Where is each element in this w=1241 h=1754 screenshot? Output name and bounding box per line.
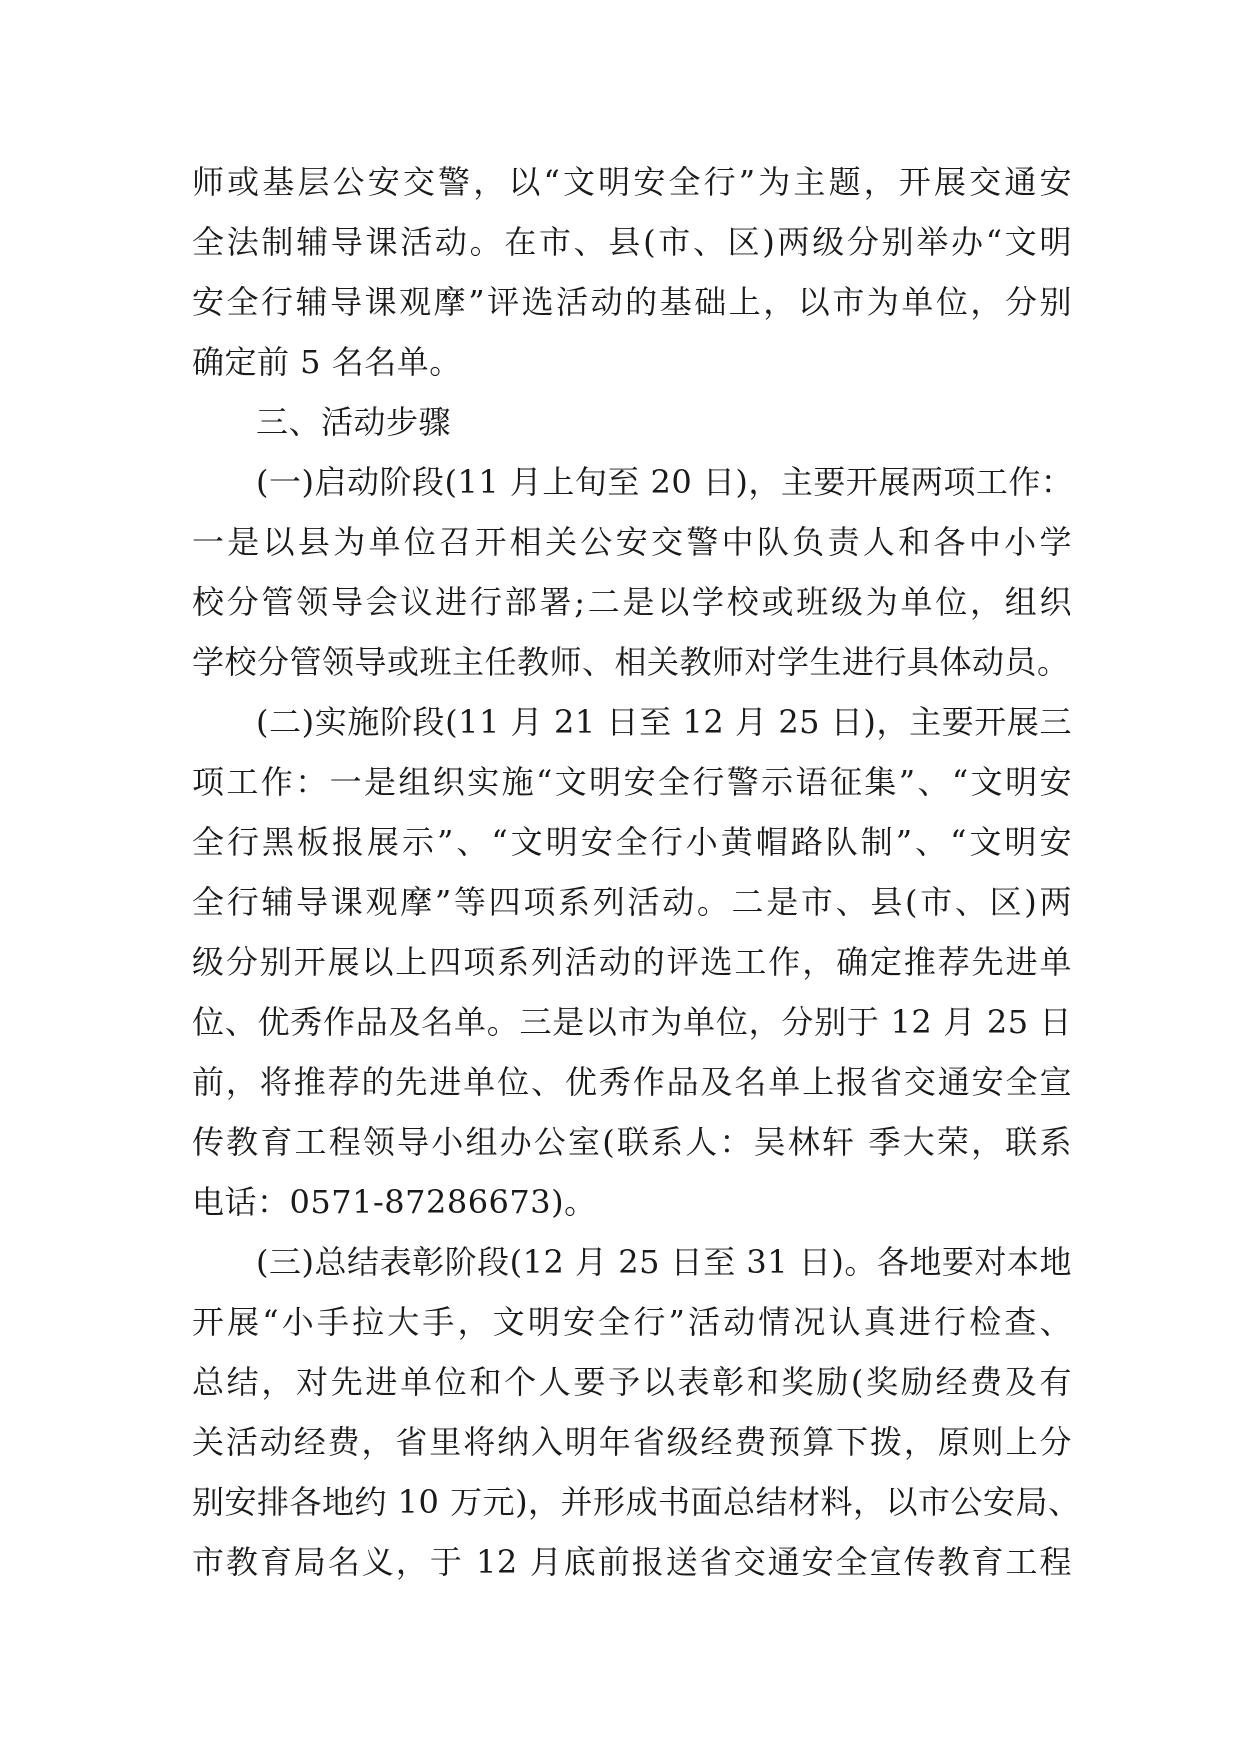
document-body <box>192 152 1081 1592</box>
paragraph-line: (二)实施阶段(11 月 21 日至 12 月 25 日)，主要开展三 <box>256 703 1072 741</box>
paragraph-line: 一是以县为单位召开相关公安交警中队负责人和各中小学 <box>192 523 1072 561</box>
paragraph-line: 位、优秀作品及名单。三是以市为单位，分别于 12 月 25 日 <box>192 1003 1072 1041</box>
paragraph-line: 开展“小手拉大手，文明安全行”活动情况认真进行检查、 <box>192 1303 1072 1341</box>
paragraph-line: 级分别开展以上四项系列活动的评选工作，确定推荐先进单 <box>192 943 1072 981</box>
paragraph-line: 确定前 5 名名单。 <box>192 343 462 381</box>
paragraph-line: 安全行辅导课观摩”评选活动的基础上，以市为单位，分别 <box>192 283 1072 321</box>
paragraph-line: 电话：0571-87286673)。 <box>192 1183 597 1221</box>
paragraph-line: 项工作：一是组织实施“文明安全行警示语征集”、“文明安 <box>192 763 1072 801</box>
paragraph-line: 总结，对先进单位和个人要予以表彰和奖励(奖励经费及有 <box>192 1363 1072 1401</box>
paragraph-line: 师或基层公安交警，以“文明安全行”为主题，开展交通安 <box>192 163 1072 201</box>
paragraph-line: 市教育局名义，于 12 月底前报送省交通安全宣传教育工程 <box>192 1543 1072 1581</box>
paragraph-line: 全行黑板报展示”、“文明安全行小黄帽路队制”、“文明安 <box>192 823 1072 861</box>
paragraph-line: (一)启动阶段(11 月上旬至 20 日)，主要开展两项工作： <box>256 463 1074 501</box>
paragraph-line: 别安排各地约 10 万元)，并形成书面总结材料，以市公安局、 <box>192 1483 1081 1521</box>
section-heading: 三、活动步骤 <box>256 403 452 441</box>
paragraph-line: 全行辅导课观摩”等四项系列活动。二是市、县(市、区)两 <box>192 883 1072 921</box>
paragraph-line: 学校分管领导或班主任教师、相关教师对学生进行具体动员。 <box>192 643 1070 681</box>
paragraph-line: 全法制辅导课活动。在市、县(市、区)两级分别举办“文明 <box>192 223 1072 261</box>
paragraph-line: (三)总结表彰阶段(12 月 25 日至 31 日)。各地要对本地 <box>256 1243 1072 1281</box>
paragraph-line: 关活动经费，省里将纳入明年省级经费预算下拨，原则上分 <box>192 1423 1072 1461</box>
paragraph-line: 前，将推荐的先进单位、优秀作品及名单上报省交通安全宣 <box>192 1063 1072 1101</box>
paragraph-line: 传教育工程领导小组办公室(联系人：吴林轩 季大荣，联系 <box>192 1123 1072 1161</box>
paragraph-line: 校分管领导会议进行部署;二是以学校或班级为单位，组织 <box>192 583 1072 621</box>
